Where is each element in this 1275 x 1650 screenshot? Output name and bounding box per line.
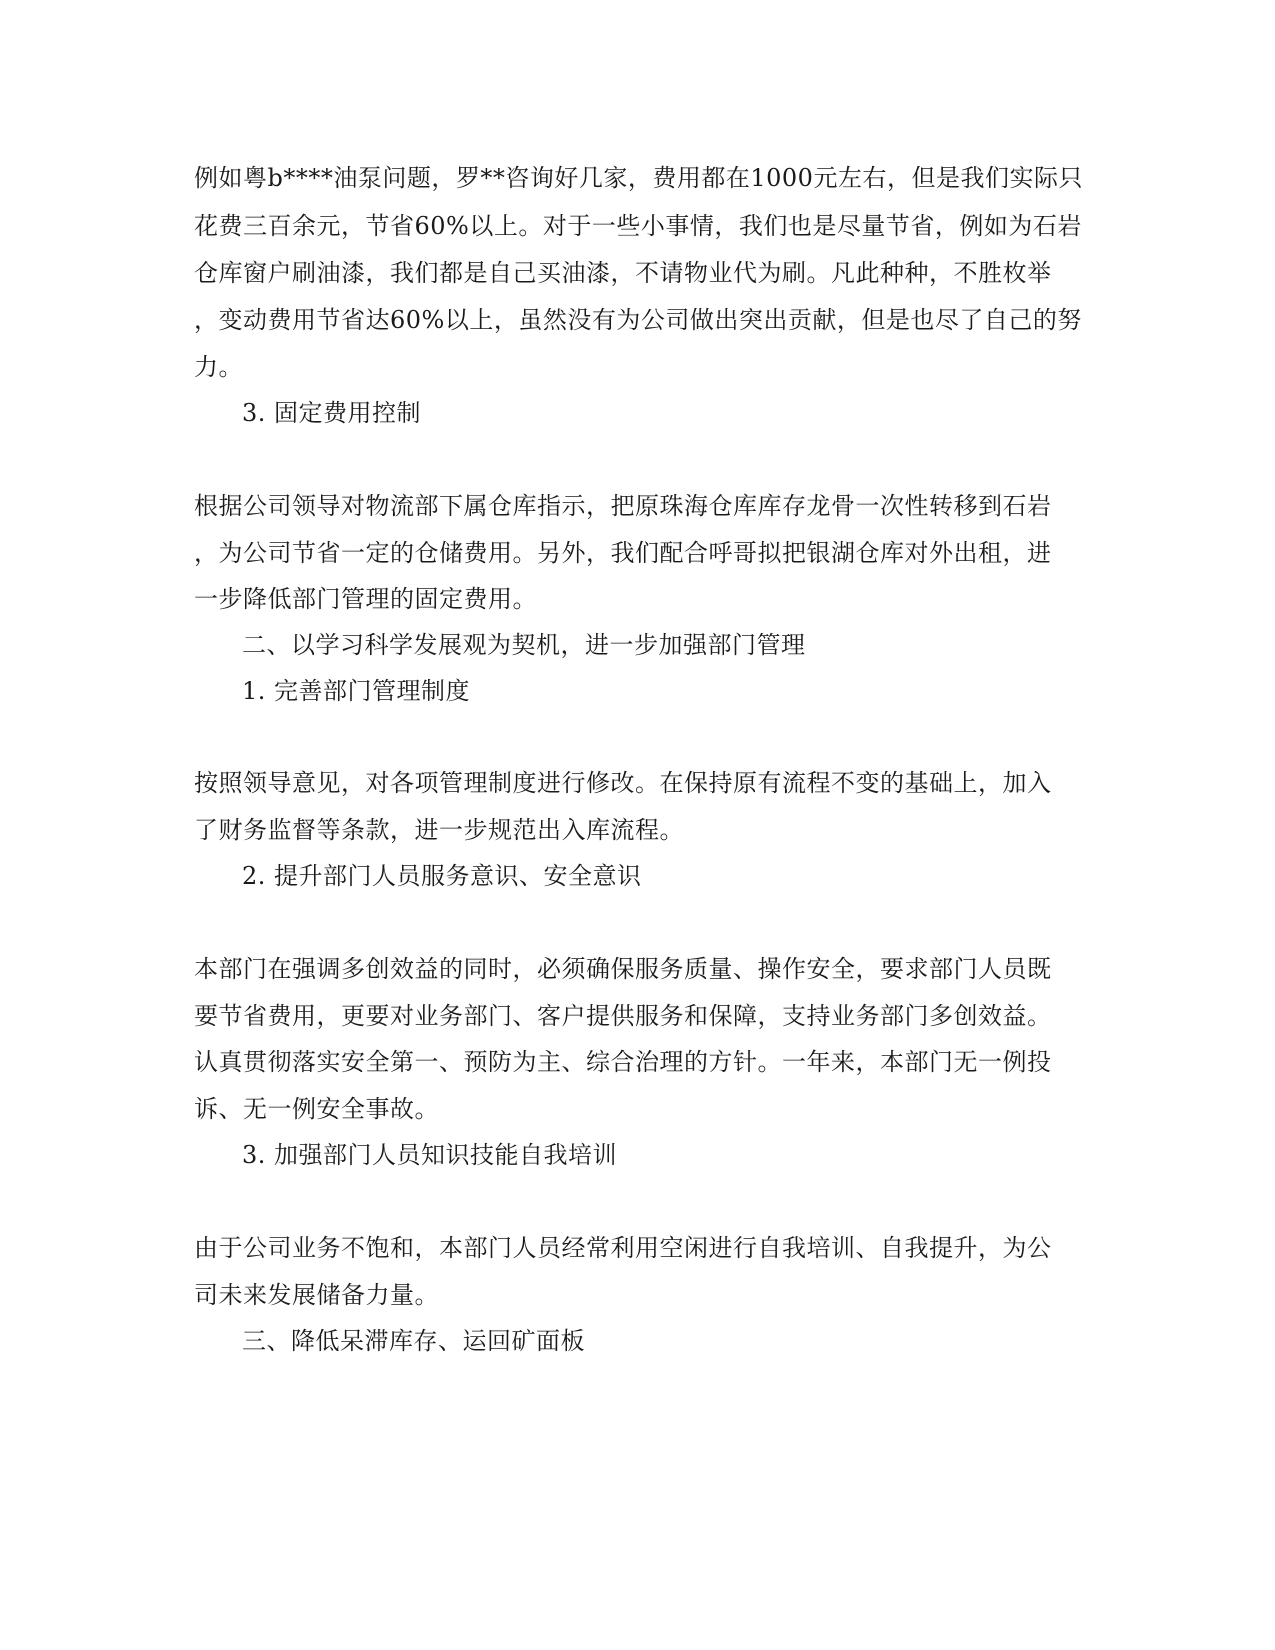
- body-text-line: ，为公司节省一定的仓储费用。另外，我们配合呼哥拟把银湖仓库对外出租，进: [194, 539, 1052, 567]
- body-text-line: 认真贯彻落实安全第一、预防为主、综合治理的方针。一年来，本部门无一例投: [194, 1048, 1052, 1076]
- section-heading: 3. 固定费用控制: [242, 399, 422, 427]
- body-text-line: 要节省费用，更要对业务部门、客户提供服务和保障，支持业务部门多创效益。: [194, 1002, 1052, 1030]
- body-text-line: 按照领导意见，对各项管理制度进行修改。在保持原有流程不变的基础上，加入: [194, 769, 1052, 797]
- body-text-line: 花费三百余元，节省60%以上。对于一些小事情，我们也是尽量节省，例如为石岩: [194, 212, 1082, 240]
- body-text-line: ，变动费用节省达60%以上，虽然没有为公司做出突出贡献，但是也尽了自己的努: [194, 306, 1082, 334]
- subsection-heading: 3. 加强部门人员知识技能自我培训: [242, 1141, 618, 1169]
- body-text-line: 根据公司领导对物流部下属仓库指示，把原珠海仓库库存龙骨一次性转移到石岩: [194, 492, 1052, 520]
- body-text-line: 诉、无一例安全事故。: [194, 1095, 439, 1123]
- body-text-line: 司未来发展储备力量。: [194, 1281, 439, 1309]
- body-text-line: 力。: [194, 353, 243, 381]
- body-text-line: 由于公司业务不饱和，本部门人员经常利用空闲进行自我培训、自我提升，为公: [194, 1234, 1052, 1262]
- body-text-line: 了财务监督等条款，进一步规范出入库流程。: [194, 816, 684, 844]
- section-heading: 二、以学习科学发展观为契机，进一步加强部门管理: [242, 631, 806, 659]
- body-text-line: 仓库窗户刷油漆，我们都是自己买油漆，不请物业代为刷。凡此种种，不胜枚举: [194, 259, 1052, 287]
- body-text-line: 一步降低部门管理的固定费用。: [194, 585, 537, 613]
- body-text-line: 例如粤b****油泵问题，罗**咨询好几家，费用都在1000元左右，但是我们实际只: [194, 164, 1083, 192]
- section-heading: 三、降低呆滞库存、运回矿面板: [242, 1327, 585, 1355]
- subsection-heading: 1. 完善部门管理制度: [242, 677, 471, 705]
- subsection-heading: 2. 提升部门人员服务意识、安全意识: [242, 862, 642, 890]
- body-text-line: 本部门在强调多创效益的同时，必须确保服务质量、操作安全，要求部门人员既: [194, 955, 1052, 983]
